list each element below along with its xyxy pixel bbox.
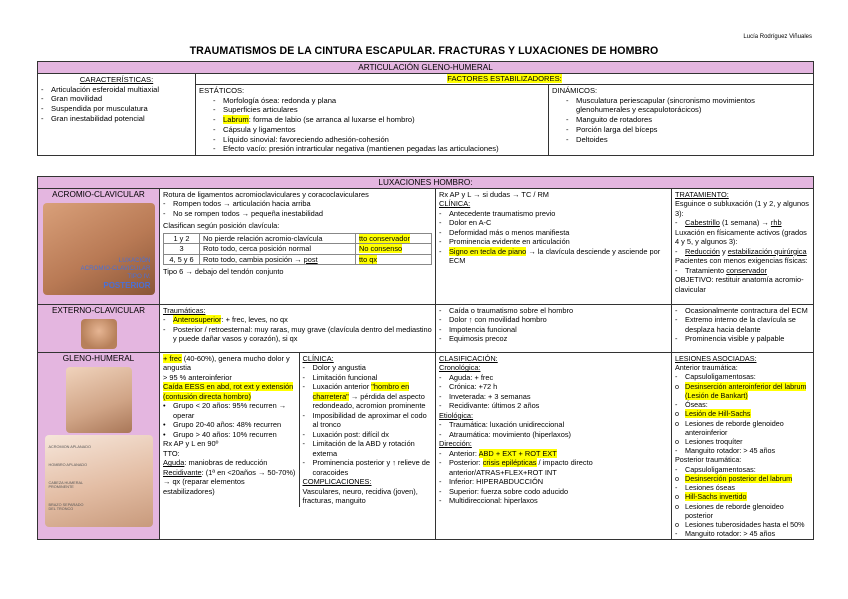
document-title: TRAUMATISMOS DE LA CINTURA ESCAPULAR. FRACTURAS Y LUXACIONES DE HOMBRO	[189, 45, 659, 57]
factores-header	[196, 74, 814, 85]
dinamico-item: - Manguito de rotadores	[566, 115, 810, 125]
gleno-header: ARTICULACIÓN GLENO-HUMERAL	[38, 62, 814, 74]
caract-item: - Articulación esferoidal multiaxial	[41, 85, 192, 95]
luxaciones-table	[37, 176, 814, 540]
gh-diagram: ACROMION APLANADO HOMBRO APLANADO CABEZA HUMERAL PROMINENTE BRAZO SEPARADO DEL TRONCO	[45, 435, 153, 527]
author-name: Lucía Rodríguez Viñuales	[743, 34, 812, 40]
estatico-item: - Superficies articulares	[213, 105, 545, 115]
caracteristicas-title: CARACTERÍSTICAS:	[79, 75, 154, 84]
dinamico-item: - Musculatura periescapular (sincronismo movimientos glenohumerales y escapulotorácicos)	[566, 96, 810, 115]
ac-clinica-cell: Rx AP y L → si dudas → TC / RM CLÍNICA: - Antecedente traumatismo previo - Dolor en A-C - Deformidad más o menos manifiesta - Prominencia evidente en articulación - Signo en tecla de piano → la clavícula desciende y asciende por ECM	[436, 189, 672, 305]
estaticos-cell	[196, 85, 549, 156]
ec-traumaticas-cell: Traumáticas: - Anterosuperior: + frec, leves, no qx - Posterior / retroesternal: muy raras, muy grave (clavícula dentro del mediastino y puede dañar vasos y corazón), si qx	[160, 305, 436, 353]
ec-label: EXTERNO-CLAVICULAR	[51, 306, 146, 315]
estatico-item: - Efecto vacío: presión intrarticular negativa (mantienen pegadas las articulaciones)	[213, 144, 545, 154]
dinamico-item: - Deltoides	[566, 135, 810, 145]
caract-item: - Suspendida por musculatura	[41, 104, 192, 114]
ac-label-cell	[38, 189, 160, 305]
luxaciones-header: LUXACIONES HOMBRO:	[38, 177, 814, 189]
factores-title: FACTORES ESTABILIZADORES:	[447, 74, 562, 83]
ec-clinica-cell: - Caída o traumatismo sobre el hombro - Dolor ↑ con movilidad hombro - Impotencia funcional - Equimosis precoz	[436, 305, 672, 353]
gh-label-cell	[38, 353, 160, 540]
gh-main-cell	[160, 353, 436, 540]
dinamicos-title: DINÁMICOS:	[552, 86, 598, 95]
gh-label: GLENO-HUMERAL	[62, 354, 135, 363]
ac-classification-table: 1 y 2 No pierde relación acromio-clavícula tto conservador 3 Roto todo, cerca posición normal No consenso 4, 5 y 6 Roto todo, cambia posición → post tto qx	[163, 233, 432, 265]
caracteristicas-cell	[38, 74, 196, 156]
estatico-item: - Líquido sinovial: favoreciendo adhesión-cohesión	[213, 135, 545, 145]
gh-clinica-cell: CLÍNICA: - Dolor y angustia - Limitación funcional - Luxación anterior "hombro en charretera" → pérdida del aspecto redondeado, acromion prominente - Imposibilidad de aproximar el codo al tronco - Luxación post: difícil dx - Limitación de la ABD y rotación externa - Prominencia posterior y ↑ relieve de coracoides COMPLICACIONES: Vasculares, neuro, recidiva (joven), fracturas, manguito	[299, 353, 435, 507]
ec-label-cell	[38, 305, 160, 353]
ac-xray-image: LUXACIÓN ACROMIO-CLAVICULAR TIPO IV. POSTERIOR	[43, 203, 155, 295]
estatico-item: - Morfología ósea: redonda y plana	[213, 96, 545, 106]
gh-clasificacion-cell: CLASIFICACIÓN: Cronológica: - Aguda: + frec - Crónica: +72 h - Inveterada: + 3 semanas - Recidivante: últimos 2 años Etiológica: - Traumática: luxación unidireccional - Atraumática: movimiento (hiperlaxos) Dirección: - Anterior: ABD + EXT + ROT EXT - Posterior: crisis epilépticas / impacto directo anterior/ATRAS+FLEX+ROT INT - Inferior: HIPERABDUCCIÓN - Superior: fuerza sobre codo aducido - Multidireccional: hiperlaxos	[436, 353, 672, 540]
ec-signs-cell: - Ocasionalmente contractura del ECM - Extremo interno de la clavícula se desplaza hacia delante - Prominencia visible y palpable	[672, 305, 814, 353]
ac-tratamiento-cell: TRATAMIENTO: Esguince o subluxación (1 y 2, y algunos 3): - Cabestrillo (1 semana) → rhb Luxación en físicamente activos (grados 4 y 5, y algunos 3): - Reducción y estabilización quirúrgica Pacientes con menos exigencias físicas: - Tratamiento conservador OBJETIVO: restituir anatomía acromio-clavicular	[672, 189, 814, 305]
gh-general-cell: + frec (40-60%), genera mucho dolor y angustia > 95 % anteroinferior Caída EESS en abd, rot ext y extensión (contusión directa hombro) • Grupo < 20 años: 95% recurren → operar • Grupo 20-40 años: 48% recurren • Grupo > 40 años: 10% recurren Rx AP y L en 90º TTO: Aguda: maniobras de reducción Recidivante: (1ª en <20años → 50-70%) → qx (reparar elementos estabilizadores)	[160, 353, 299, 507]
dinamico-item: - Porción larga del bíceps	[566, 125, 810, 135]
gh-photo	[66, 367, 132, 433]
caract-item: - Gran movilidad	[41, 94, 192, 104]
ac-description-cell: Rotura de ligamentos acromioclaviculares y coracoclaviculares - Rompen todos → articulación hacia arriba - No se rompen todos → pequeña inestabilidad Clasifican según posición clavícula: 1 y 2 No pierde relación acromio-clavícula tto conservador 3 Roto todo, cerca posición normal No consenso 4, 5 y 6 Roto todo, cambia posición → post tto qx Tipo 6 → debajo del tendón conjunto	[160, 189, 436, 305]
ec-photo	[81, 319, 117, 349]
dinamicos-cell	[549, 85, 814, 156]
estatico-item: - Labrum: forma de labio (se arranca al luxarse el hombro)	[213, 115, 545, 125]
caract-item: - Gran inestabilidad potencial	[41, 114, 192, 124]
gleno-humeral-table	[37, 61, 814, 156]
gh-lesiones-cell: LESIONES ASOCIADAS: Anterior traumática: - Capsuloligamentosas: o Desinserción anteroinferior del labrum (Lesión de Bankart) - Óseas: o Lesión de Hill-Sachs o Lesiones de reborde glenoideo anteroinferior o Lesiones troquíter - Manguito rotador: > 45 años Posterior traumática: - Capsuloligamentosas: o Desinserción posterior del labrum - Lesiones óseas o Hill-Sachs invertido o Lesiones de reborde glenoideo posterior o Lesiones tuberosidades hasta el 50% - Manguito rotador: > 45 años	[672, 353, 814, 540]
estaticos-title: ESTÁTICOS:	[199, 86, 245, 95]
labrum-highlight: Labrum	[223, 115, 249, 125]
estatico-item: - Cápsula y ligamentos	[213, 125, 545, 135]
ac-label: ACROMIO-CLAVICULAR	[52, 190, 145, 199]
